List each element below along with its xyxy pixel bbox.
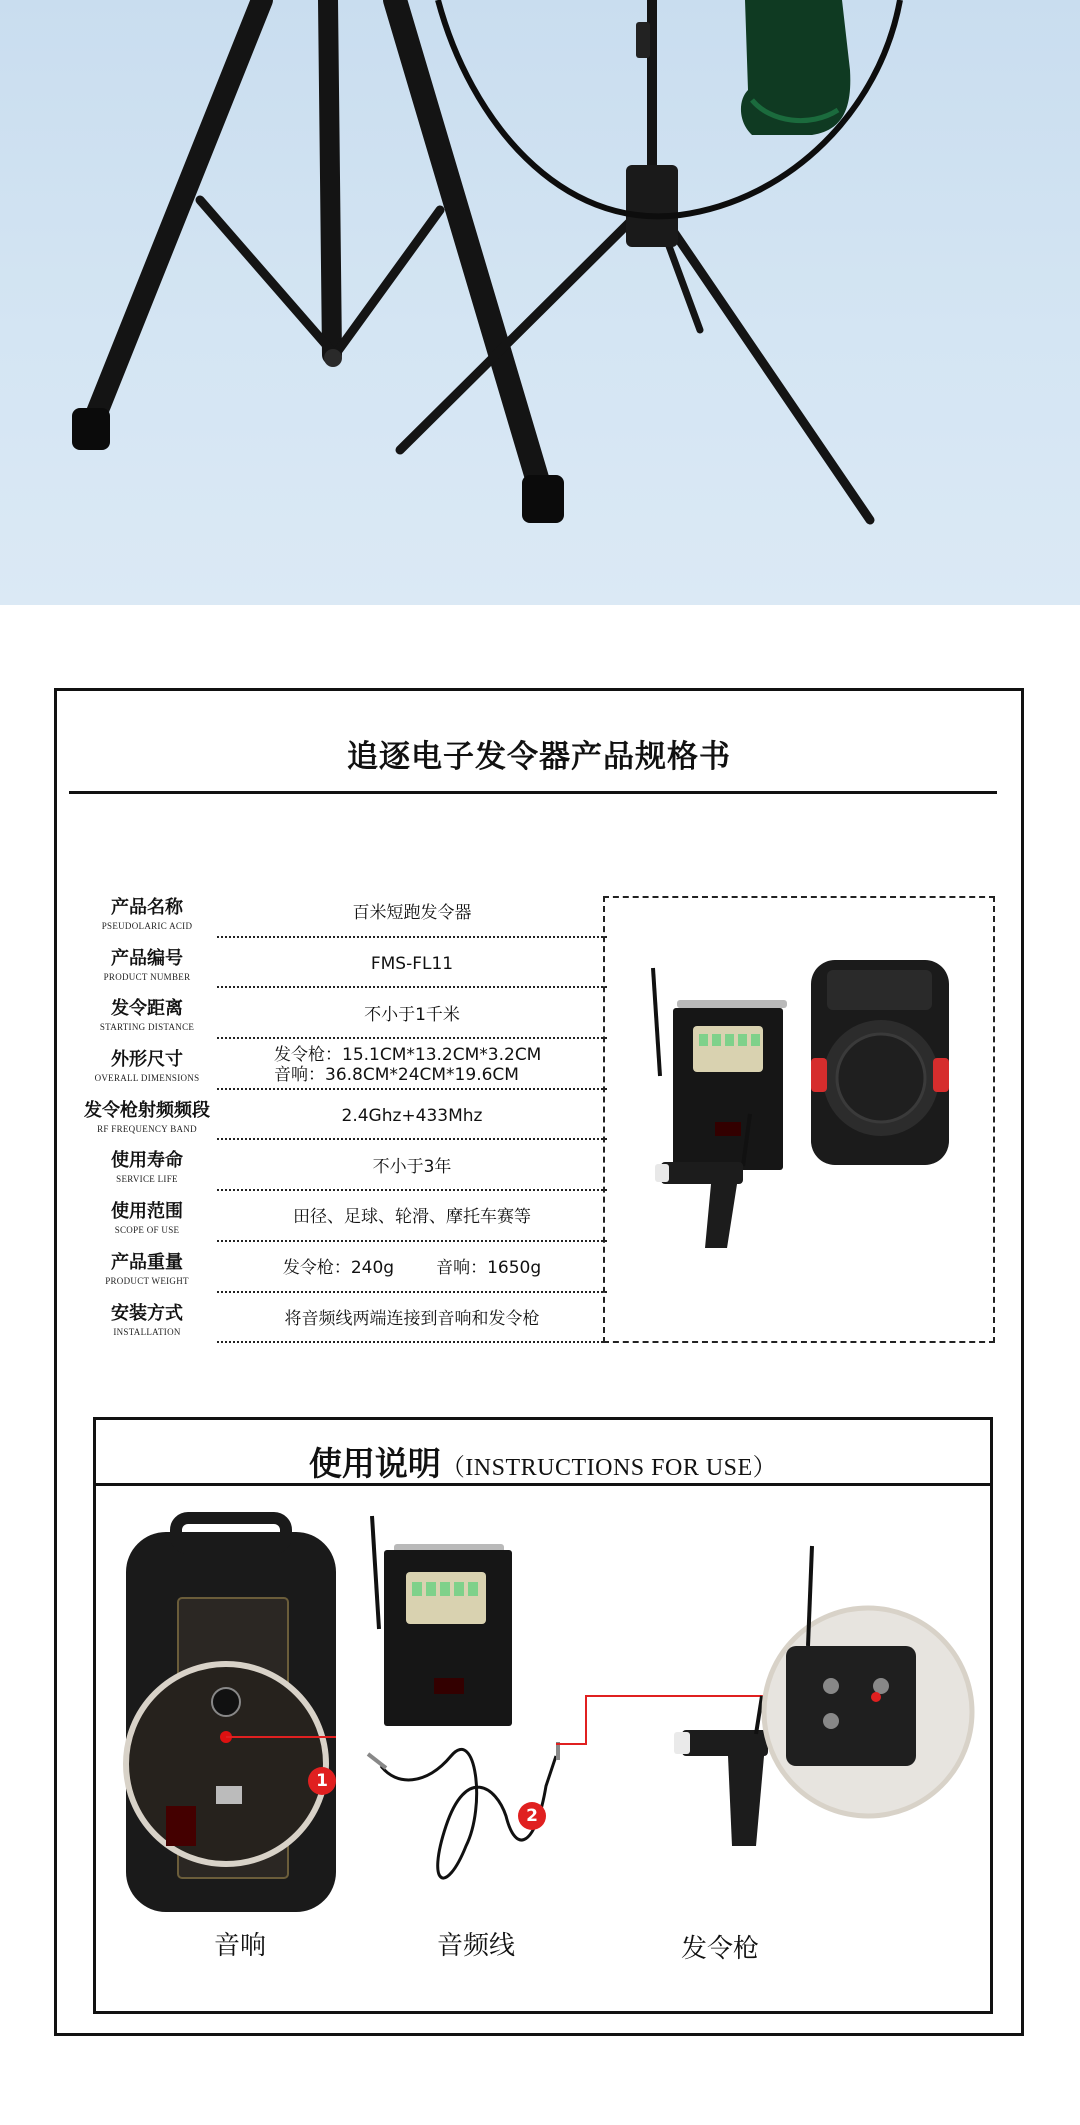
spec-value-speaker: 音响：1650g	[436, 1258, 542, 1279]
dotted-divider	[217, 1037, 607, 1039]
spec-row-weight	[67, 1246, 607, 1297]
spec-row-starting-distance	[67, 992, 607, 1043]
instructions-panel	[93, 1417, 993, 2014]
dotted-divider	[217, 1341, 607, 1343]
spec-label: 产品编号	[111, 947, 183, 969]
spec-value: 百米短跑发令器	[352, 903, 472, 924]
starter-gun-icon	[682, 1730, 768, 1756]
spec-row-scope	[67, 1195, 607, 1246]
spec-label-en: STARTING DISTANCE	[99, 1022, 195, 1033]
spec-label: 产品重量	[111, 1251, 183, 1273]
spec-sheet-title: 追逐电子发令器产品规格书	[347, 739, 731, 775]
step-2-marker: 2	[518, 1802, 546, 1830]
dotted-divider	[217, 1138, 607, 1140]
spec-value-gun: 发令枪：15.1CM*13.2CM*3.2CM	[274, 1045, 542, 1066]
spec-label: 外形尺寸	[111, 1049, 183, 1071]
hero-photo	[0, 0, 1080, 605]
starter-gun-icon	[661, 1162, 743, 1184]
spec-sheet	[54, 688, 1024, 2036]
spec-label: 发令距离	[111, 998, 183, 1020]
spec-value: 田径、足球、轮滑、摩托车赛等	[293, 1207, 531, 1228]
spec-row-dimensions	[67, 1043, 607, 1094]
step-1-marker: 1	[308, 1767, 336, 1795]
spec-row-installation	[67, 1297, 607, 1348]
spec-label-en: INSTALLATION	[113, 1326, 181, 1337]
tripod-stands-illustration	[0, 0, 1080, 605]
spec-label-en: PRODUCT NUMBER	[103, 971, 191, 982]
spec-label-en: SCOPE OF USE	[114, 1225, 180, 1236]
caption-starter-gun: 发令枪	[680, 1934, 759, 1964]
dotted-divider	[217, 1088, 607, 1090]
spec-row-rf-band	[67, 1094, 607, 1145]
spec-label-en: PRODUCT WEIGHT	[105, 1275, 189, 1286]
spec-value-speaker: 音响：36.8CM*24CM*19.6CM	[274, 1065, 519, 1086]
spec-row-service-life	[67, 1144, 607, 1195]
caption-audio-cable: 音频线	[436, 1931, 515, 1961]
caption-speaker: 音响	[213, 1931, 266, 1961]
instructions-title: 使用说明（INSTRUCTIONS FOR USE）	[308, 1444, 778, 1483]
spec-value: 将音频线两端连接到音响和发令枪	[284, 1308, 540, 1329]
spec-label-en: SERVICE LIFE	[116, 1174, 178, 1185]
spec-value: 不小于3年	[372, 1156, 452, 1177]
spec-label: 发令枪射频频段	[84, 1099, 210, 1121]
spec-value: 2.4Ghz+433Mhz	[341, 1106, 483, 1127]
dotted-divider	[217, 1189, 607, 1191]
dotted-divider	[217, 1291, 607, 1293]
spec-table	[67, 891, 607, 1347]
spec-row-product-number	[67, 942, 607, 993]
spec-label-en: RF FREQUENCY BAND	[97, 1123, 197, 1134]
spec-label-en: OVERALL DIMENSIONS	[94, 1073, 200, 1084]
dotted-divider	[217, 1240, 607, 1242]
spec-label: 使用范围	[111, 1201, 183, 1223]
title-divider	[69, 791, 997, 794]
dotted-divider	[217, 936, 607, 938]
product-set-illustration	[605, 898, 993, 1341]
spec-row-product-name	[67, 891, 607, 942]
spec-label: 安装方式	[111, 1302, 183, 1324]
spec-value: 不小于1千米	[364, 1004, 460, 1025]
spec-value: FMS-FL11	[370, 954, 454, 975]
product-photo-box	[603, 896, 995, 1343]
dotted-divider	[217, 986, 607, 988]
spec-value-gun: 发令枪：240g	[282, 1258, 395, 1279]
spec-label: 产品名称	[111, 897, 183, 918]
spec-label: 使用寿命	[111, 1150, 183, 1172]
spec-label-en: PSEUDOLARIC ACID	[101, 921, 193, 931]
